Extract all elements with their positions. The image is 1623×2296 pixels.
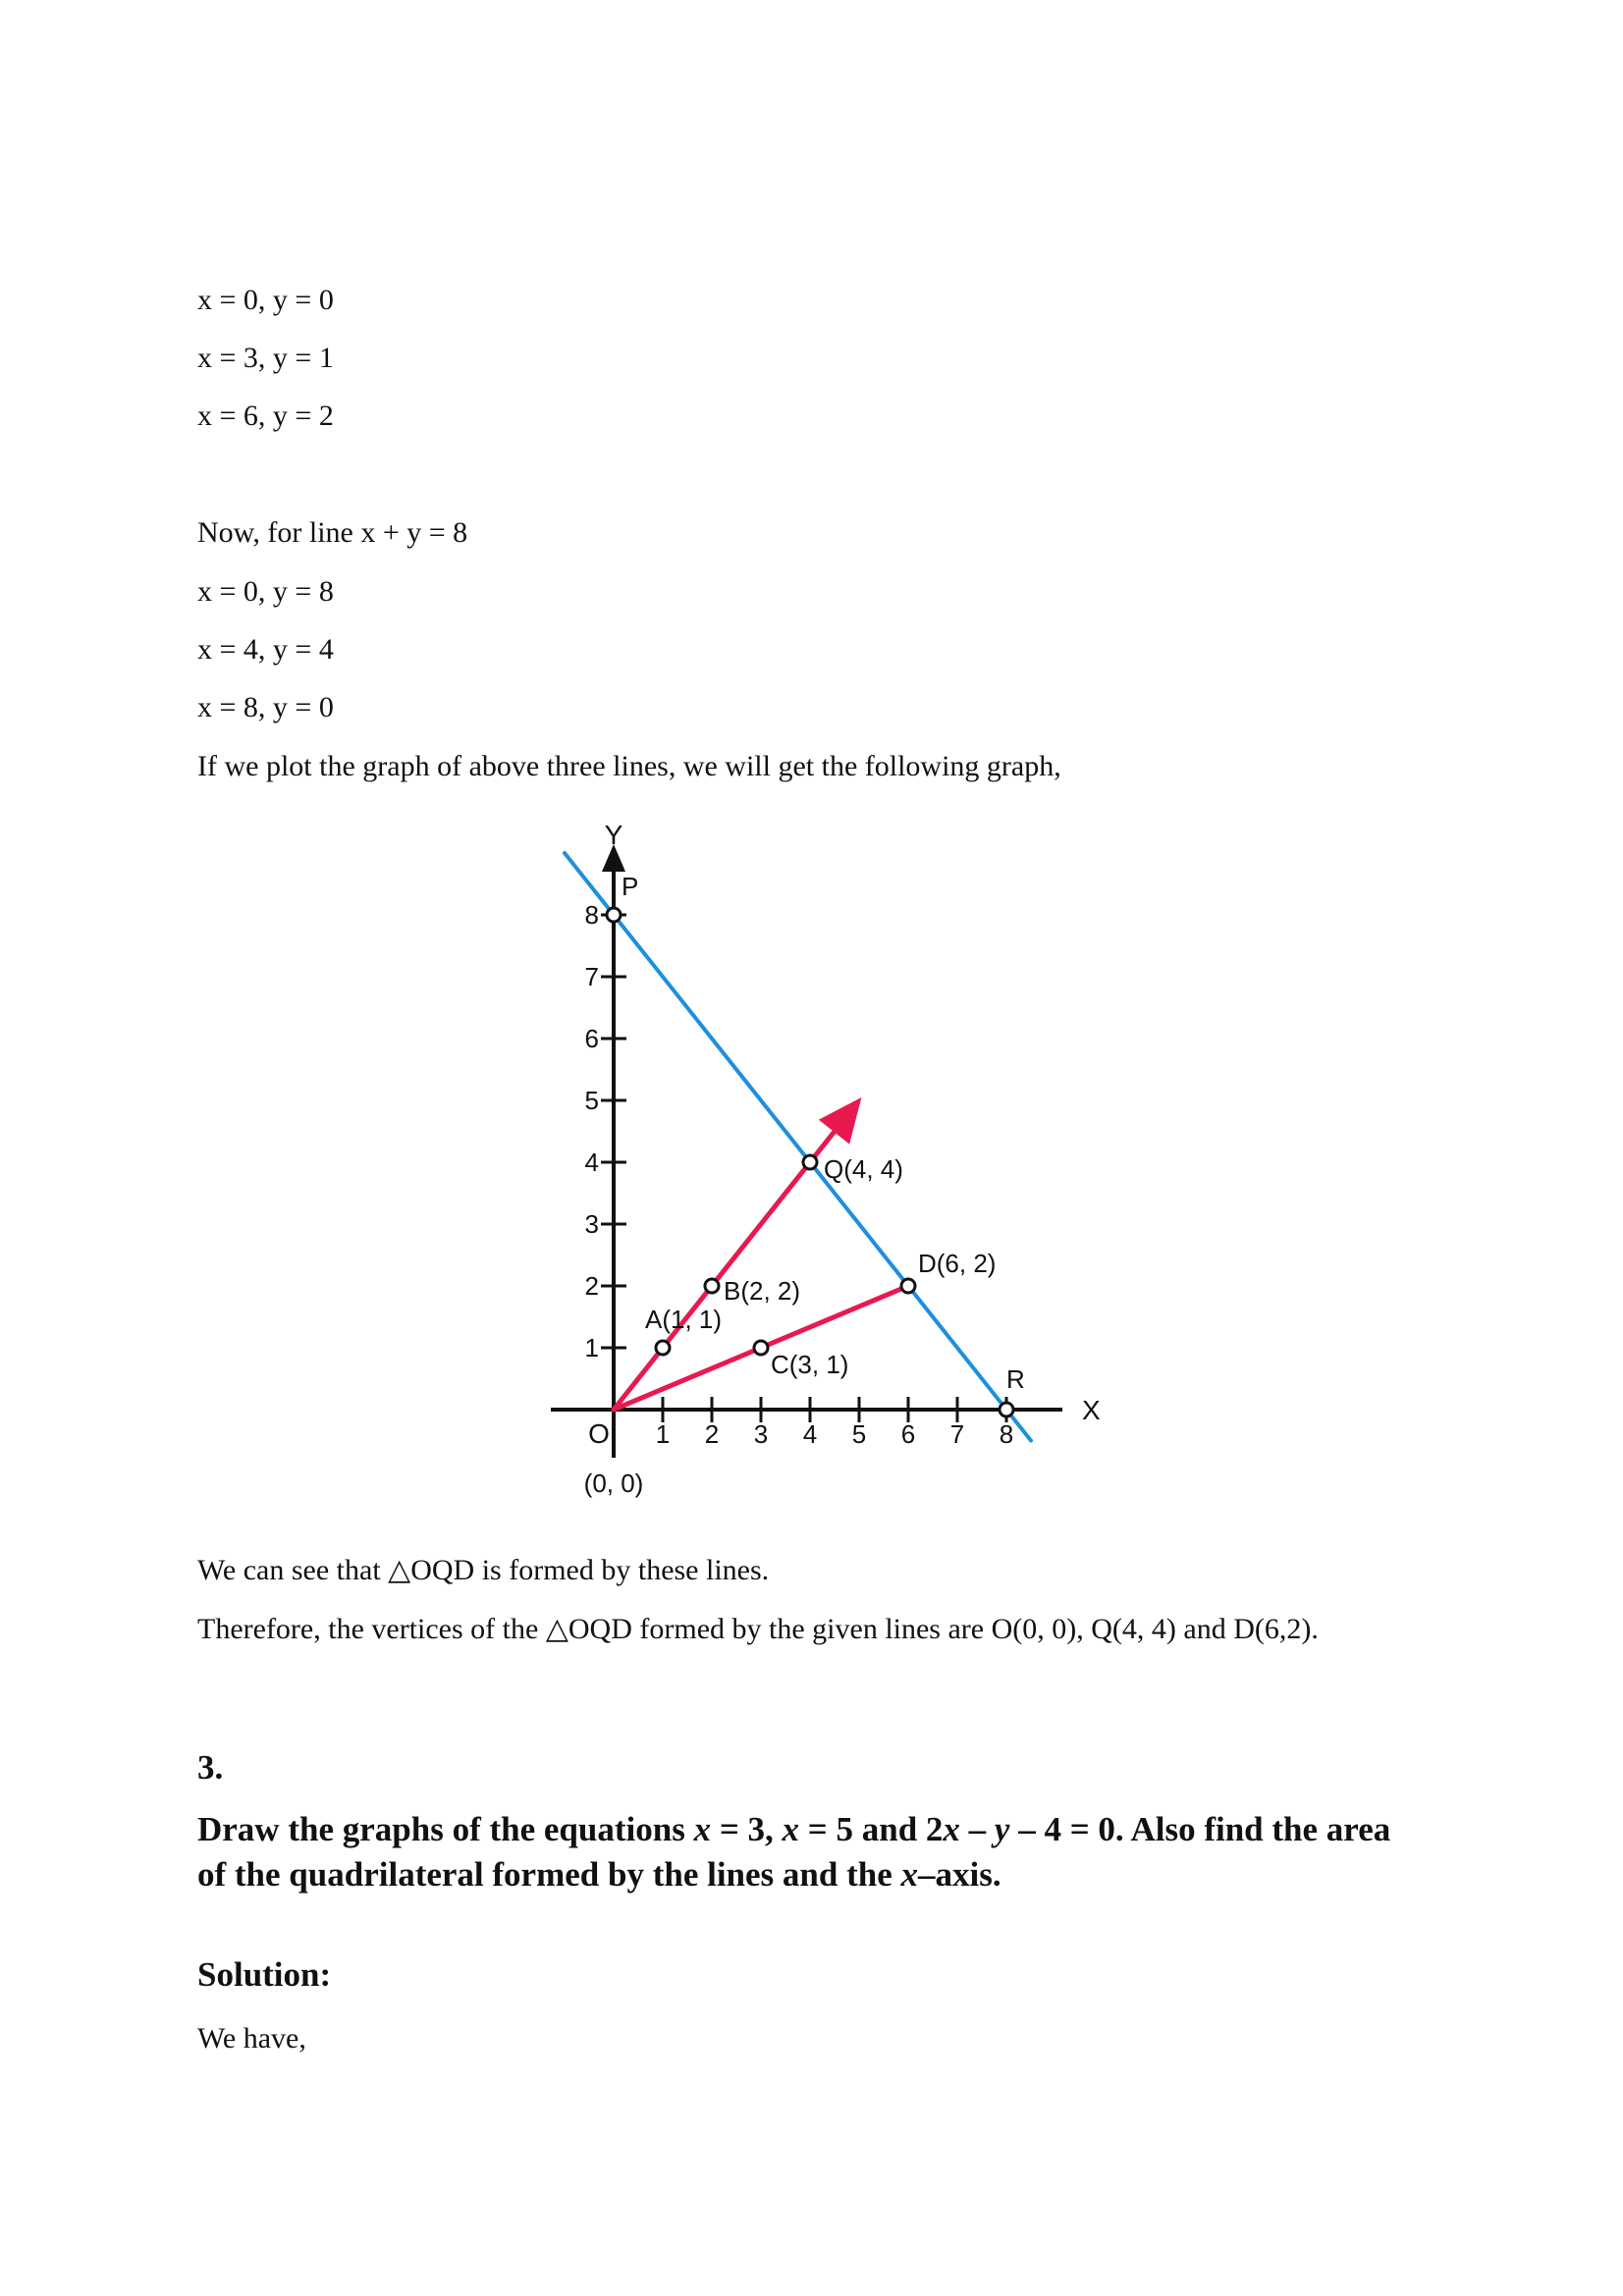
x-tick-label: 8 xyxy=(999,1419,1014,1449)
question-part: – 4 = 0. Also find the area of the quadrilateral formed by the lines and the xyxy=(197,1810,1391,1894)
point-label: Q(4, 4) xyxy=(824,1154,903,1184)
y-axis-label: Y xyxy=(604,820,623,850)
point-marker xyxy=(656,1341,670,1355)
value-line-1: x = 0, y = 0 xyxy=(197,284,334,316)
see-text: We can see that △OQD is formed by these lines. xyxy=(197,1554,770,1586)
variable: y xyxy=(994,1810,1010,1848)
question-part: Draw the graphs of the equations xyxy=(197,1810,694,1848)
y-tick-label: 2 xyxy=(584,1271,599,1301)
point-marker xyxy=(803,1155,817,1169)
question-part: –axis. xyxy=(918,1855,1001,1894)
question-part: = 5 and 2 xyxy=(799,1810,944,1848)
y-tick-label: 1 xyxy=(584,1333,599,1362)
y-tick-label: 5 xyxy=(584,1086,599,1115)
plot-intro: If we plot the graph of above three lines, we will get the following graph, xyxy=(197,750,1061,782)
x-tick-label: 4 xyxy=(802,1419,818,1449)
y-tick-label: 8 xyxy=(584,900,599,930)
y-tick-label: 7 xyxy=(584,962,599,991)
therefore-text: Therefore, the vertices of the △OQD formed by the given lines are O(0, 0), Q(4, 4) and D(6,2). xyxy=(197,1613,1319,1645)
point-marker xyxy=(901,1279,915,1293)
x-tick-label: 2 xyxy=(704,1419,720,1449)
question-part: = 3, xyxy=(711,1810,783,1848)
y-tick-label: 6 xyxy=(584,1024,599,1053)
x-axis-label: X xyxy=(1082,1395,1101,1425)
point-marker xyxy=(754,1341,768,1355)
y-tick-label: 4 xyxy=(584,1148,599,1177)
we-have-text: We have, xyxy=(197,2022,306,2055)
variable: x xyxy=(782,1810,800,1848)
origin-coordinate-label: (0, 0) xyxy=(583,1468,644,1498)
variable: x xyxy=(943,1810,960,1848)
question-number: 3. xyxy=(197,1748,224,1787)
x-tick-label: 5 xyxy=(851,1419,867,1449)
value-line-4: x = 0, y = 8 xyxy=(197,575,334,608)
graph-figure xyxy=(530,815,1109,1522)
x-tick-label: 1 xyxy=(655,1419,671,1449)
variable: x xyxy=(900,1855,919,1894)
value-line-6: x = 8, y = 0 xyxy=(197,691,334,723)
x-tick-label: 7 xyxy=(949,1419,965,1449)
solution-label: Solution: xyxy=(197,1955,332,1994)
value-line-5: x = 4, y = 4 xyxy=(197,633,334,666)
point-marker xyxy=(705,1279,719,1293)
variable: x xyxy=(693,1810,712,1848)
point-marker xyxy=(607,908,621,922)
point-label: A(1, 1) xyxy=(645,1305,723,1334)
value-line-3: x = 6, y = 2 xyxy=(197,400,334,432)
point-label: C(3, 1) xyxy=(771,1350,849,1379)
point-label: P xyxy=(622,872,639,901)
y-tick-label: 3 xyxy=(584,1209,599,1239)
point-label: D(6, 2) xyxy=(918,1249,997,1278)
point-label: B(2, 2) xyxy=(724,1276,801,1306)
point-label: R xyxy=(1006,1364,1025,1394)
origin-label: O xyxy=(588,1418,610,1449)
now-line-heading: Now, for line x + y = 8 xyxy=(197,516,468,549)
value-line-2: x = 3, y = 1 xyxy=(197,342,334,374)
x-tick-label: 6 xyxy=(900,1419,916,1449)
question-part: – xyxy=(959,1810,995,1848)
question-text xyxy=(197,1807,1425,1897)
point-marker xyxy=(1000,1403,1013,1416)
x-tick-label: 3 xyxy=(753,1419,769,1449)
